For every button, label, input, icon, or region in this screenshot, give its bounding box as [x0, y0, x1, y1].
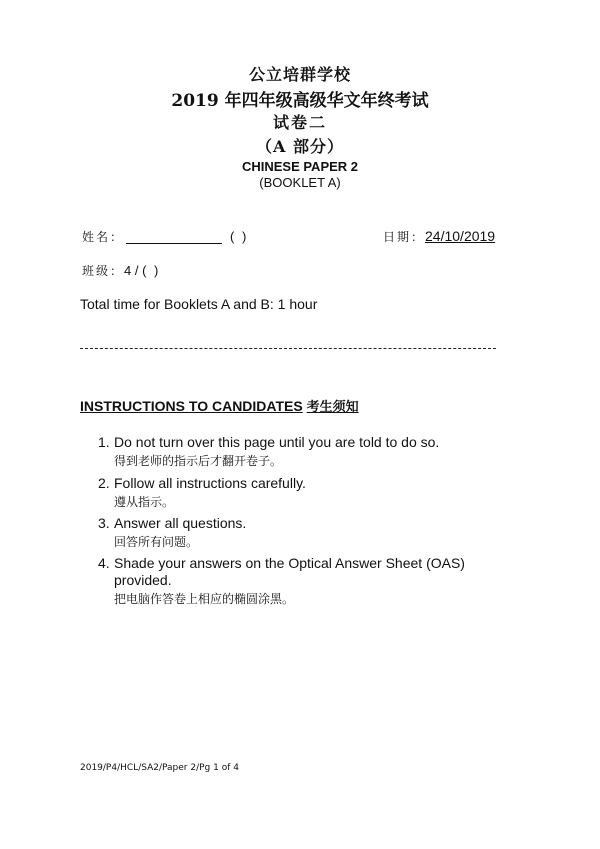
paper-title: 试卷二: [272, 113, 327, 132]
instruction-number: 4.: [98, 555, 110, 571]
instruction-chinese: 遵从指示。: [114, 495, 175, 509]
school-name: 公立培群学校: [248, 65, 351, 84]
instruction-number: 1.: [98, 434, 110, 450]
date-label: 日期：: [383, 230, 426, 244]
instruction-english: Answer all questions.: [114, 515, 247, 531]
class-value: 4 /: [124, 263, 143, 278]
instruction-number: 2.: [98, 475, 110, 491]
instruction-english-continued: provided.: [114, 572, 172, 588]
instructions-heading: [80, 396, 359, 415]
class-label: 班级：: [82, 264, 125, 278]
name-field-row: [82, 228, 248, 245]
total-time-note: Total time for Booklets A and B: 1 hour: [80, 296, 318, 312]
instruction-english: Do not turn over this page until you are told to do so.: [114, 434, 440, 450]
instruction-chinese: 回答所有问题。: [114, 535, 199, 549]
instruction-item: [98, 515, 246, 551]
instruction-item: [98, 475, 306, 511]
instructions-heading-english: INSTRUCTIONS TO CANDIDATES: [80, 398, 303, 414]
paper-title-english: CHINESE PAPER 2: [241, 159, 359, 174]
name-label: 姓名：: [82, 230, 125, 244]
instruction-english: Shade your answers on the Optical Answer Sheet (OAS): [114, 555, 465, 571]
divider: [80, 348, 496, 349]
page-footer: 2019/P4/HCL/SA2/Paper 2/Pg 1 of 4: [80, 763, 239, 773]
class-brackets: ( ): [142, 263, 161, 278]
register-number-brackets: ( ): [230, 229, 249, 244]
exam-title: 2019 年四年级高级华文年终考试: [171, 91, 429, 111]
instructions-heading-chinese: 考生须知: [306, 400, 359, 415]
class-field-row: [82, 262, 160, 279]
name-blank-line[interactable]: [126, 231, 222, 244]
instruction-chinese: 得到老师的指示后才翻开卷子。: [114, 454, 283, 468]
instruction-chinese: 把电脑作答卷上相应的椭圆涂黑。: [114, 592, 295, 606]
date-value: 24/10/2019: [425, 228, 496, 244]
instruction-item: [98, 555, 465, 608]
instruction-item: [98, 434, 439, 470]
date-field-row: [383, 228, 495, 245]
section-title: （A 部分）: [256, 137, 344, 156]
instruction-number: 3.: [98, 515, 110, 531]
instruction-english: Follow all instructions carefully.: [114, 475, 306, 491]
booklet-label: (BOOKLET A): [259, 175, 341, 190]
